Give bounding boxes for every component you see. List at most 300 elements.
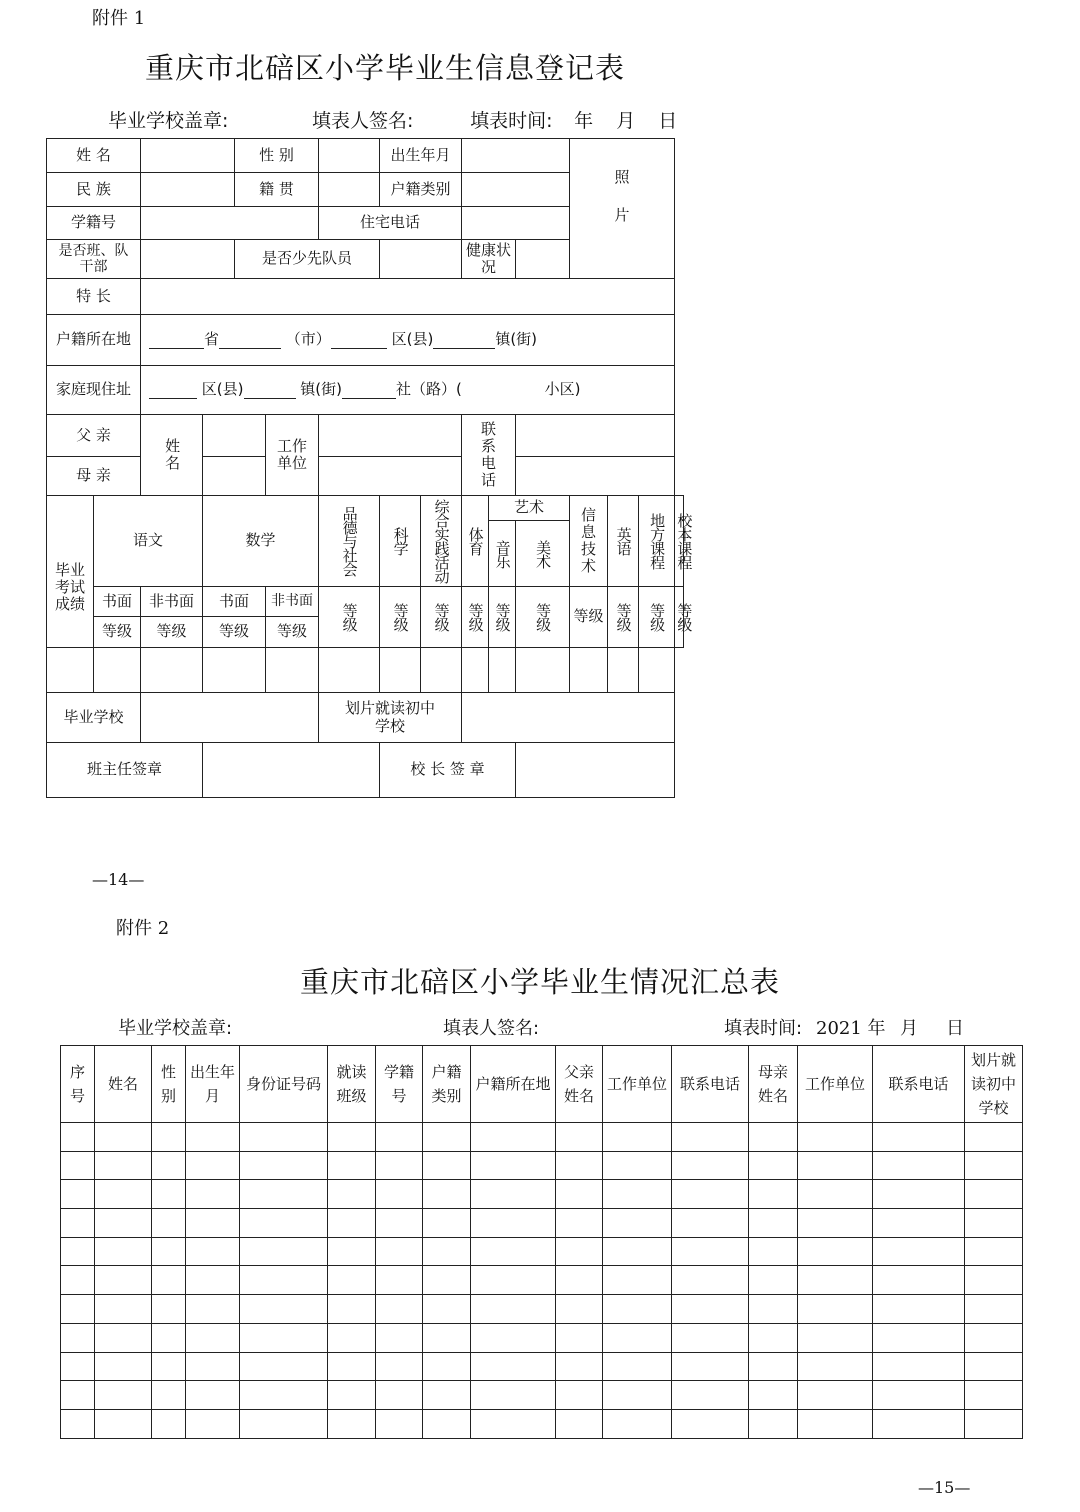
- summary-col-header: 学籍号: [376, 1046, 423, 1123]
- summary-cell[interactable]: [672, 1381, 749, 1410]
- input-name[interactable]: [141, 139, 235, 173]
- summary-cell[interactable]: [672, 1266, 749, 1295]
- fill-date-label: 填表时间:: [470, 110, 553, 132]
- summary-cell[interactable]: [471, 1151, 556, 1180]
- summary-cell[interactable]: [152, 1295, 186, 1324]
- score-blank-lead: [47, 648, 94, 693]
- summary-header-row: [61, 1046, 1023, 1123]
- summary-cell[interactable]: [873, 1180, 965, 1209]
- summary-cell[interactable]: [965, 1409, 1023, 1438]
- summary-cell[interactable]: [376, 1295, 423, 1324]
- summary-cell[interactable]: [95, 1323, 152, 1352]
- word-district-2: 区(县): [201, 380, 244, 399]
- summary-cell[interactable]: [186, 1237, 240, 1266]
- summary-cell[interactable]: [328, 1266, 376, 1295]
- label-contact-phone: 联系电话: [462, 415, 516, 496]
- summary-cell[interactable]: [471, 1295, 556, 1324]
- input-father-work[interactable]: [319, 415, 462, 457]
- label-health: 健康状况: [462, 240, 516, 279]
- summary-cell[interactable]: [798, 1209, 873, 1238]
- grade-music: 等级: [489, 587, 516, 648]
- summary-col-header: 划片就读初中学校: [965, 1046, 1023, 1123]
- summary-col-header: 父亲姓名: [556, 1046, 603, 1123]
- summary-cell[interactable]: [186, 1323, 240, 1352]
- summary-cell[interactable]: [423, 1180, 471, 1209]
- summary-cell[interactable]: [873, 1323, 965, 1352]
- summary-cell[interactable]: [376, 1352, 423, 1381]
- input-native-place[interactable]: [319, 173, 380, 207]
- word-community: 社（路）(: [396, 380, 462, 399]
- label-ethnicity: 民 族: [47, 173, 141, 207]
- grade-cn-nonwritten: 等级: [141, 617, 203, 648]
- summary-cell[interactable]: [556, 1323, 603, 1352]
- label-mother: 母 亲: [47, 457, 141, 496]
- grade-cn-written: 等级: [94, 617, 141, 648]
- label-parent-name: 姓名: [141, 415, 203, 496]
- summary-cell[interactable]: [240, 1151, 328, 1180]
- summary-cell[interactable]: [749, 1409, 798, 1438]
- filler-signature-label-2: 填表人签名:: [443, 1018, 540, 1039]
- summary-cell[interactable]: [672, 1237, 749, 1266]
- label-morality: 品德与社会: [319, 496, 380, 587]
- input-mother-work[interactable]: [319, 457, 462, 496]
- summary-col-header: 就读班级: [328, 1046, 376, 1123]
- summary-cell[interactable]: [873, 1352, 965, 1381]
- summary-cell[interactable]: [152, 1266, 186, 1295]
- summary-cell[interactable]: [556, 1409, 603, 1438]
- summary-cell[interactable]: [328, 1180, 376, 1209]
- summary-cell[interactable]: [672, 1180, 749, 1209]
- summary-cell[interactable]: [556, 1237, 603, 1266]
- score-practice[interactable]: [421, 648, 462, 693]
- summary-cell[interactable]: [61, 1352, 95, 1381]
- summary-cell[interactable]: [873, 1266, 965, 1295]
- grade-english: 等级: [608, 587, 639, 648]
- summary-cell[interactable]: [240, 1266, 328, 1295]
- label-current-address: 家庭现住址: [47, 366, 141, 415]
- score-english[interactable]: [608, 648, 639, 693]
- summary-col-header: 身份证号码: [240, 1046, 328, 1123]
- label-graduating-school: 毕业学校: [47, 693, 141, 743]
- summary-cell[interactable]: [798, 1123, 873, 1152]
- summary-cell[interactable]: [376, 1180, 423, 1209]
- summary-cell[interactable]: [749, 1266, 798, 1295]
- summary-cell[interactable]: [965, 1266, 1023, 1295]
- grade-math-nonwritten: 等级: [266, 617, 319, 648]
- summary-cell[interactable]: [186, 1381, 240, 1410]
- summary-cell[interactable]: [186, 1266, 240, 1295]
- summary-cell[interactable]: [471, 1409, 556, 1438]
- summary-cell[interactable]: [672, 1323, 749, 1352]
- summary-cell[interactable]: [95, 1352, 152, 1381]
- summary-cell[interactable]: [376, 1381, 423, 1410]
- summary-cell[interactable]: [423, 1295, 471, 1324]
- summary-col-header: 工作单位: [798, 1046, 873, 1123]
- summary-cell[interactable]: [328, 1151, 376, 1180]
- summary-cell[interactable]: [61, 1266, 95, 1295]
- summary-cell[interactable]: [798, 1151, 873, 1180]
- summary-cell[interactable]: [965, 1209, 1023, 1238]
- label-work-unit: 工作单位: [266, 415, 319, 496]
- summary-cell[interactable]: [152, 1381, 186, 1410]
- input-student-id[interactable]: [141, 207, 319, 240]
- input-hukou-type[interactable]: [462, 173, 570, 207]
- summary-cell[interactable]: [798, 1295, 873, 1324]
- score-science[interactable]: [380, 648, 421, 693]
- score-cn-nonwritten[interactable]: [141, 648, 203, 693]
- summary-body: [61, 1123, 1023, 1439]
- input-mother-name[interactable]: [203, 457, 266, 496]
- input-home-phone[interactable]: [462, 207, 570, 240]
- summary-cell[interactable]: [240, 1123, 328, 1152]
- label-math-written: 书面: [203, 587, 266, 617]
- word-town: 镇(街): [495, 330, 538, 349]
- summary-cell[interactable]: [965, 1237, 1023, 1266]
- summary-cell[interactable]: [749, 1209, 798, 1238]
- summary-cell[interactable]: [95, 1266, 152, 1295]
- input-father-name[interactable]: [203, 415, 266, 457]
- summary-cell[interactable]: [749, 1123, 798, 1152]
- score-local[interactable]: [639, 648, 675, 693]
- label-art: 艺术: [489, 496, 570, 521]
- label-gender: 性 别: [235, 139, 319, 173]
- summary-cell[interactable]: [61, 1123, 95, 1152]
- summary-cell[interactable]: [603, 1180, 672, 1209]
- summary-cell[interactable]: [471, 1381, 556, 1410]
- summary-cell[interactable]: [61, 1151, 95, 1180]
- input-young-pioneer[interactable]: [380, 240, 462, 279]
- summary-cell[interactable]: [749, 1323, 798, 1352]
- table-row: [61, 1352, 1023, 1381]
- summary-col-header: 联系电话: [672, 1046, 749, 1123]
- summary-cell[interactable]: [749, 1381, 798, 1410]
- label-practice: 综合实践活动: [421, 496, 462, 587]
- label-school-course: 校本课程: [675, 496, 684, 587]
- label-english: 英语: [608, 496, 639, 587]
- summary-cell[interactable]: [328, 1123, 376, 1152]
- summary-cell[interactable]: [61, 1295, 95, 1324]
- input-ethnicity[interactable]: [141, 173, 235, 207]
- label-hukou-location: 户籍所在地: [47, 315, 141, 366]
- summary-cell[interactable]: [328, 1352, 376, 1381]
- summary-cell[interactable]: [240, 1409, 328, 1438]
- summary-cell[interactable]: [186, 1123, 240, 1152]
- summary-cell[interactable]: [152, 1352, 186, 1381]
- summary-cell[interactable]: [798, 1352, 873, 1381]
- summary-cell[interactable]: [328, 1381, 376, 1410]
- summary-cell[interactable]: [240, 1323, 328, 1352]
- school-seal-label-2: 毕业学校盖章:: [118, 1018, 233, 1039]
- input-health[interactable]: [516, 240, 570, 279]
- summary-cell[interactable]: [965, 1123, 1023, 1152]
- score-music[interactable]: [489, 648, 516, 693]
- summary-cell[interactable]: [61, 1409, 95, 1438]
- summary-cell[interactable]: [423, 1352, 471, 1381]
- summary-cell[interactable]: [471, 1209, 556, 1238]
- summary-cell[interactable]: [471, 1180, 556, 1209]
- label-name: 姓 名: [47, 139, 141, 173]
- summary-cell[interactable]: [749, 1352, 798, 1381]
- summary-cell[interactable]: [672, 1123, 749, 1152]
- summary-cell[interactable]: [240, 1237, 328, 1266]
- summary-col-header: 联系电话: [873, 1046, 965, 1123]
- summary-cell[interactable]: [328, 1323, 376, 1352]
- label-cn-nonwritten: 非书面: [141, 587, 203, 617]
- label-father: 父 亲: [47, 415, 141, 457]
- summary-cell[interactable]: [556, 1266, 603, 1295]
- label-native-place: 籍 贯: [235, 173, 319, 207]
- summary-cell[interactable]: [471, 1352, 556, 1381]
- summary-cell[interactable]: [873, 1123, 965, 1152]
- grade-science: 等级: [380, 587, 421, 648]
- school-seal-label: 毕业学校盖章:: [108, 110, 229, 132]
- month-label: 月: [616, 110, 636, 132]
- summary-cell[interactable]: [603, 1209, 672, 1238]
- summary-cell[interactable]: [240, 1381, 328, 1410]
- summary-cell[interactable]: [240, 1295, 328, 1324]
- summary-col-header: 工作单位: [603, 1046, 672, 1123]
- input-father-phone[interactable]: [516, 415, 675, 457]
- summary-cell[interactable]: [423, 1323, 471, 1352]
- summary-cell[interactable]: [328, 1237, 376, 1266]
- photo-label-2: 片: [614, 205, 630, 224]
- summary-cell[interactable]: [965, 1180, 1023, 1209]
- summary-cell[interactable]: [603, 1352, 672, 1381]
- summary-cell[interactable]: [186, 1151, 240, 1180]
- summary-cell[interactable]: [471, 1323, 556, 1352]
- input-principal-seal[interactable]: [516, 743, 675, 798]
- summary-cell[interactable]: [556, 1295, 603, 1324]
- summary-cell[interactable]: [603, 1381, 672, 1410]
- table-row: [61, 1409, 1023, 1438]
- summary-cell[interactable]: [186, 1180, 240, 1209]
- label-assigned-middle: 划片就读初中学校: [319, 693, 462, 743]
- attachment-label-1: 附件 1: [92, 8, 146, 29]
- table-row: [61, 1209, 1023, 1238]
- word-city: （市）: [285, 330, 331, 349]
- table-row: [61, 1151, 1023, 1180]
- input-specialty[interactable]: [141, 279, 675, 315]
- summary-cell[interactable]: [376, 1151, 423, 1180]
- label-math-nonwritten: 非书面: [266, 587, 319, 617]
- summary-cell[interactable]: [423, 1123, 471, 1152]
- summary-cell[interactable]: [471, 1237, 556, 1266]
- summary-cell[interactable]: [749, 1237, 798, 1266]
- summary-cell[interactable]: [376, 1266, 423, 1295]
- summary-cell[interactable]: [603, 1295, 672, 1324]
- summary-cell[interactable]: [376, 1123, 423, 1152]
- summary-cell[interactable]: [152, 1180, 186, 1209]
- word-estate: 小区): [544, 380, 581, 399]
- summary-cell[interactable]: [556, 1123, 603, 1152]
- summary-cell[interactable]: [965, 1323, 1023, 1352]
- summary-cell[interactable]: [423, 1209, 471, 1238]
- input-mother-phone[interactable]: [516, 457, 675, 496]
- label-math: 数学: [203, 496, 319, 587]
- summary-cell[interactable]: [556, 1209, 603, 1238]
- label-pe: 体育: [462, 496, 489, 587]
- summary-cell[interactable]: [186, 1409, 240, 1438]
- summary-cell[interactable]: [95, 1180, 152, 1209]
- score-pe[interactable]: [462, 648, 489, 693]
- summary-cell[interactable]: [603, 1151, 672, 1180]
- summary-cell[interactable]: [95, 1123, 152, 1152]
- label-fine-art: 美术: [516, 521, 570, 587]
- summary-cell[interactable]: [95, 1237, 152, 1266]
- attachment-label-2: 附件 2: [116, 918, 170, 939]
- summary-cell[interactable]: [152, 1323, 186, 1352]
- word-province: 省: [204, 330, 220, 349]
- summary-cell[interactable]: [186, 1352, 240, 1381]
- summary-cell[interactable]: [61, 1180, 95, 1209]
- input-assigned-middle[interactable]: [462, 693, 675, 743]
- summary-cell[interactable]: [376, 1409, 423, 1438]
- hukou-location-fill[interactable]: [141, 315, 675, 366]
- label-chinese: 语文: [94, 496, 203, 587]
- summary-cell[interactable]: [423, 1237, 471, 1266]
- header-fields-1: [108, 106, 677, 133]
- summary-cell[interactable]: [152, 1151, 186, 1180]
- summary-cell[interactable]: [423, 1409, 471, 1438]
- summary-cell[interactable]: [672, 1209, 749, 1238]
- summary-cell[interactable]: [603, 1237, 672, 1266]
- summary-cell[interactable]: [423, 1151, 471, 1180]
- summary-cell[interactable]: [240, 1209, 328, 1238]
- filler-signature-label: 填表人签名:: [312, 110, 414, 132]
- score-fine-art[interactable]: [516, 648, 570, 693]
- score-cn-written[interactable]: [94, 648, 141, 693]
- score-math-nonwritten[interactable]: [266, 648, 319, 693]
- label-specialty: 特 长: [47, 279, 141, 315]
- label-science: 科学: [380, 496, 421, 587]
- summary-cell[interactable]: [240, 1180, 328, 1209]
- label-class-cadre: 是否班、队干部: [47, 240, 141, 279]
- year-label: 年: [574, 110, 594, 132]
- summary-cell[interactable]: [61, 1381, 95, 1410]
- summary-col-header: 母亲姓名: [749, 1046, 798, 1123]
- table-row: [61, 1295, 1023, 1324]
- summary-cell[interactable]: [186, 1209, 240, 1238]
- summary-cell[interactable]: [965, 1352, 1023, 1381]
- summary-cell[interactable]: [152, 1237, 186, 1266]
- summary-cell[interactable]: [873, 1381, 965, 1410]
- label-exam-scores: 毕业考试成绩: [47, 496, 94, 648]
- grade-pe: 等级: [462, 587, 489, 648]
- label-principal-seal: 校 长 签 章: [380, 743, 516, 798]
- summary-cell[interactable]: [95, 1209, 152, 1238]
- summary-col-header: 序号: [61, 1046, 95, 1123]
- current-address-fill[interactable]: [141, 366, 675, 415]
- summary-table: [60, 1045, 1023, 1439]
- summary-cell[interactable]: [95, 1409, 152, 1438]
- summary-cell[interactable]: [376, 1323, 423, 1352]
- photo-box[interactable]: [570, 139, 675, 279]
- summary-cell[interactable]: [152, 1409, 186, 1438]
- grade-morality: 等级: [319, 587, 380, 648]
- summary-cell[interactable]: [328, 1209, 376, 1238]
- label-teacher-seal: 班主任签章: [47, 743, 203, 798]
- summary-cell[interactable]: [423, 1381, 471, 1410]
- summary-cell[interactable]: [798, 1266, 873, 1295]
- summary-cell[interactable]: [603, 1323, 672, 1352]
- summary-cell[interactable]: [95, 1381, 152, 1410]
- summary-cell[interactable]: [798, 1409, 873, 1438]
- summary-cell[interactable]: [873, 1237, 965, 1266]
- summary-cell[interactable]: [965, 1295, 1023, 1324]
- input-gender[interactable]: [319, 139, 380, 173]
- summary-cell[interactable]: [556, 1381, 603, 1410]
- summary-cell[interactable]: [603, 1123, 672, 1152]
- form-title-1: 重庆市北碚区小学毕业生信息登记表: [144, 51, 625, 85]
- summary-cell[interactable]: [61, 1209, 95, 1238]
- summary-cell[interactable]: [965, 1151, 1023, 1180]
- summary-cell[interactable]: [749, 1180, 798, 1209]
- input-graduating-school[interactable]: [141, 693, 319, 743]
- summary-cell[interactable]: [798, 1323, 873, 1352]
- summary-cell[interactable]: [672, 1409, 749, 1438]
- summary-col-header: 出生年月: [186, 1046, 240, 1123]
- summary-cell[interactable]: [61, 1237, 95, 1266]
- summary-cell[interactable]: [603, 1409, 672, 1438]
- score-it[interactable]: [570, 648, 608, 693]
- summary-cell[interactable]: [798, 1180, 873, 1209]
- summary-cell[interactable]: [61, 1323, 95, 1352]
- summary-cell[interactable]: [423, 1266, 471, 1295]
- input-teacher-seal[interactable]: [203, 743, 380, 798]
- summary-cell[interactable]: [749, 1295, 798, 1324]
- summary-cell[interactable]: [873, 1209, 965, 1238]
- summary-cell[interactable]: [328, 1409, 376, 1438]
- summary-cell[interactable]: [95, 1151, 152, 1180]
- summary-cell[interactable]: [873, 1151, 965, 1180]
- summary-cell[interactable]: [672, 1295, 749, 1324]
- summary-cell[interactable]: [556, 1352, 603, 1381]
- summary-cell[interactable]: [95, 1295, 152, 1324]
- summary-cell[interactable]: [471, 1266, 556, 1295]
- summary-cell[interactable]: [152, 1209, 186, 1238]
- summary-cell[interactable]: [328, 1295, 376, 1324]
- summary-cell[interactable]: [376, 1209, 423, 1238]
- summary-cell[interactable]: [873, 1295, 965, 1324]
- summary-cell[interactable]: [556, 1151, 603, 1180]
- summary-cell[interactable]: [798, 1237, 873, 1266]
- summary-cell[interactable]: [672, 1352, 749, 1381]
- summary-cell[interactable]: [152, 1123, 186, 1152]
- label-hukou-type: 户籍类别: [380, 173, 462, 207]
- score-morality[interactable]: [319, 648, 380, 693]
- label-local-course: 地方课程: [639, 496, 675, 587]
- month-label-2: 月: [900, 1018, 918, 1039]
- summary-cell[interactable]: [672, 1151, 749, 1180]
- summary-cell[interactable]: [965, 1381, 1023, 1410]
- grade-local: 等级: [639, 587, 675, 648]
- summary-cell[interactable]: [556, 1180, 603, 1209]
- input-birth[interactable]: [462, 139, 570, 173]
- summary-cell[interactable]: [603, 1266, 672, 1295]
- summary-cell[interactable]: [749, 1151, 798, 1180]
- summary-cell[interactable]: [376, 1237, 423, 1266]
- input-class-cadre[interactable]: [141, 240, 235, 279]
- summary-cell[interactable]: [186, 1295, 240, 1324]
- grade-school: 等级: [675, 587, 684, 648]
- score-math-written[interactable]: [203, 648, 266, 693]
- summary-cell[interactable]: [240, 1352, 328, 1381]
- summary-col-header: 性别: [152, 1046, 186, 1123]
- label-home-phone: 住宅电话: [319, 207, 462, 240]
- summary-cell[interactable]: [798, 1381, 873, 1410]
- summary-cell[interactable]: [873, 1409, 965, 1438]
- summary-cell[interactable]: [471, 1123, 556, 1152]
